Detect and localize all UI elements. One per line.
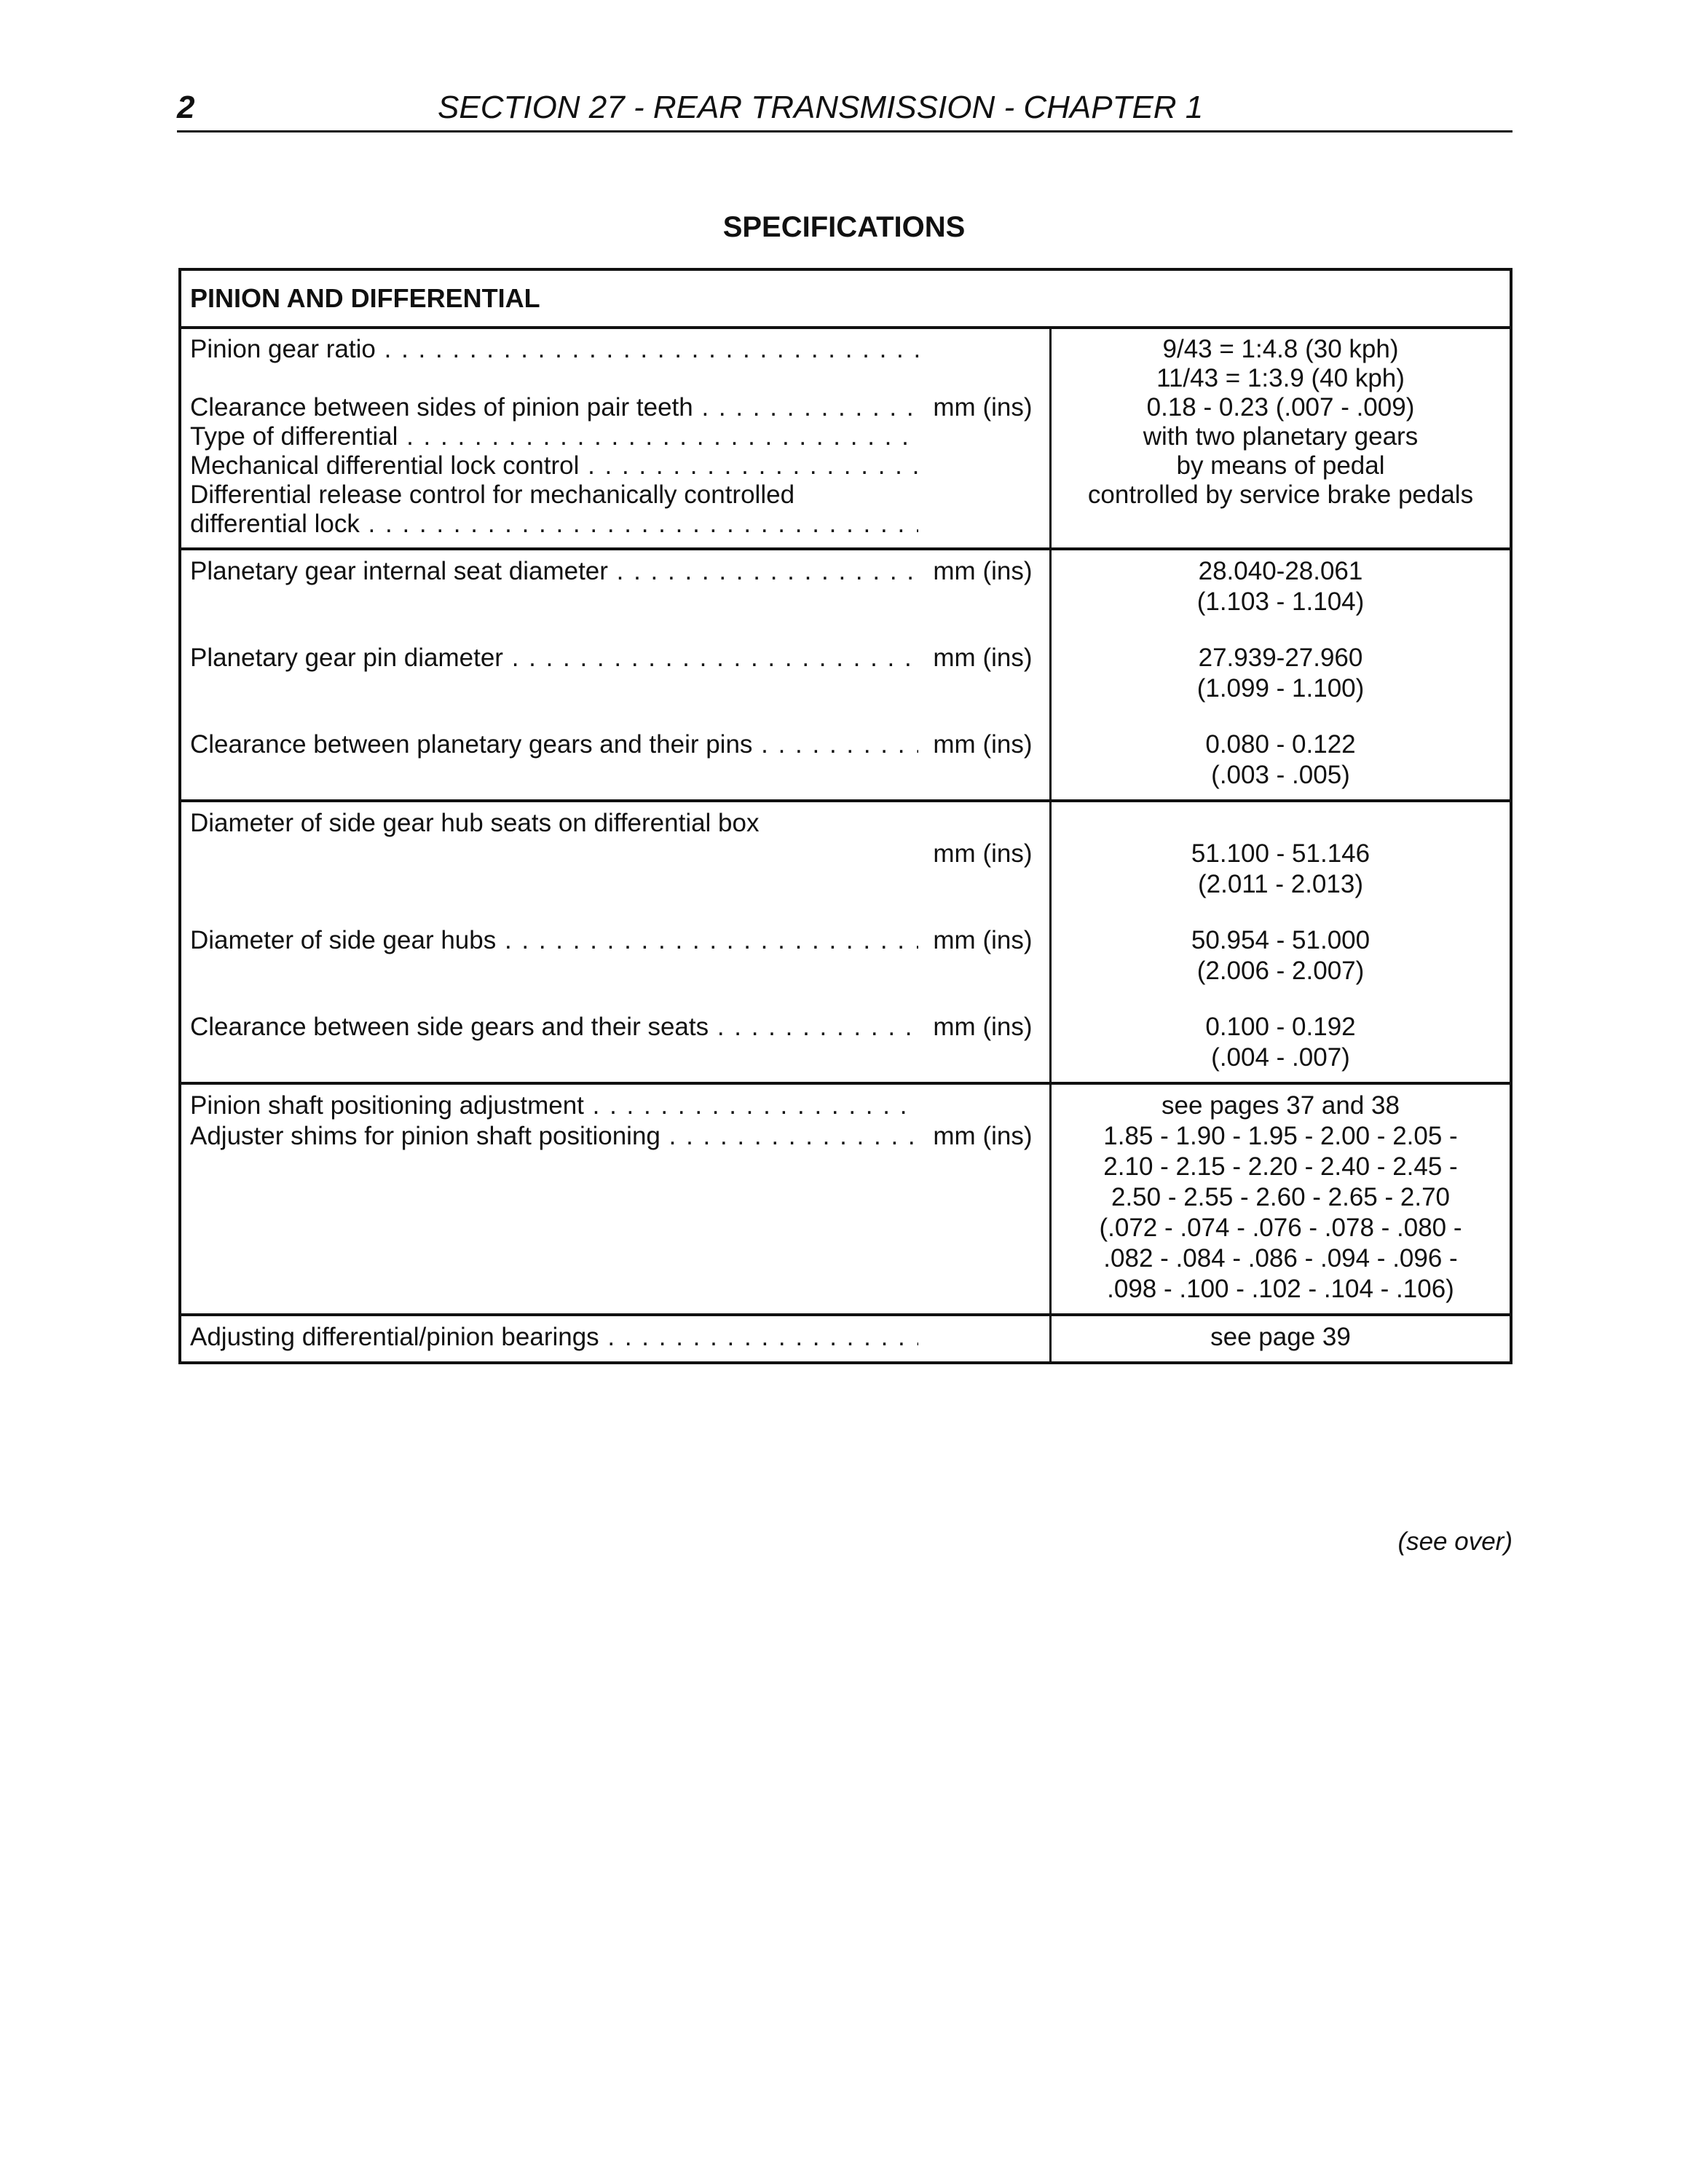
- spec-label-line: Adjuster shims for pinion shaft positioning . . .: [190, 1121, 918, 1152]
- spec-group: [181, 802, 1510, 1085]
- spec-group-labels: [181, 329, 1052, 547]
- specifications-heading: SPECIFICATIONS: [722, 211, 966, 243]
- spec-label-line: Planetary gear pin diameter . . .: [190, 643, 918, 673]
- unit-text: mm (ins): [933, 839, 1033, 868]
- spec-label-line: Clearance between planetary gears and their pins . . .: [190, 729, 918, 760]
- spec-label: [190, 1121, 927, 1305]
- spec-value: 0.080 - 0.122: [1205, 730, 1356, 759]
- spec-value: 2.50 - 2.55 - 2.60 - 2.65 - 2.70: [1111, 1183, 1450, 1211]
- unit-text: mm (ins): [933, 1122, 1033, 1150]
- spec-value: (.072 - .074 - .076 - .078 - .080 -: [1099, 1214, 1462, 1242]
- spec-value: [1052, 808, 1510, 839]
- spec-row: [190, 1012, 1049, 1073]
- spec-value: 0.18 - 0.23 (.007 - .009): [1146, 393, 1415, 422]
- page-number: 2: [177, 90, 195, 125]
- see-over-note: (see over): [1397, 1527, 1513, 1556]
- spec-group-values: [1052, 329, 1510, 547]
- spec-row: [190, 1091, 1049, 1121]
- spec-value: 2.10 - 2.15 - 2.20 - 2.40 - 2.45 -: [1103, 1152, 1458, 1181]
- spec-label-line: Pinion gear ratio . . .: [190, 335, 918, 364]
- spec-label: [190, 643, 927, 704]
- spec-value: 27.939-27.960: [1198, 644, 1363, 672]
- spec-label-line: Clearance between sides of pinion pair teeth . . .: [190, 393, 918, 422]
- spec-unit: [927, 422, 1049, 451]
- spec-value: 1.85 - 1.90 - 1.95 - 2.00 - 2.05 -: [1103, 1122, 1458, 1150]
- spec-group: [181, 329, 1510, 550]
- spec-unit: [927, 1091, 1049, 1121]
- unit-text: mm (ins): [933, 730, 1033, 759]
- spec-unit: [927, 393, 1049, 422]
- spec-label-line: Adjusting differential/pinion bearings . . .: [190, 1322, 918, 1353]
- spec-label-line: Clearance between side gears and their seats . . .: [190, 1012, 918, 1042]
- spec-value: (.003 - .005): [1211, 761, 1350, 789]
- spec-row: [190, 808, 1049, 900]
- spec-unit: [927, 643, 1049, 704]
- spec-label-line: Pinion shaft positioning adjustment . . .: [190, 1091, 918, 1121]
- spec-label-line: Planetary gear internal seat diameter . . .: [190, 556, 918, 587]
- spec-group-labels: [181, 1085, 1052, 1313]
- spec-value: see page 39: [1210, 1323, 1351, 1351]
- spec-row: [190, 556, 1049, 617]
- spec-value: (.004 - .007): [1211, 1043, 1350, 1072]
- spec-value: [1052, 510, 1510, 539]
- spec-value: with two planetary gears: [1143, 422, 1419, 451]
- spec-value: (2.011 - 2.013): [1198, 870, 1363, 898]
- spec-label: [190, 925, 927, 986]
- spec-unit: [927, 808, 1049, 900]
- spec-row: [190, 643, 1049, 704]
- spec-value: 11/43 = 1:3.9 (40 kph): [1156, 364, 1405, 392]
- spec-unit: [927, 451, 1049, 480]
- spec-value: controlled by service brake pedals: [1087, 480, 1474, 509]
- spec-value: (1.099 - 1.100): [1196, 674, 1365, 703]
- spec-row: [190, 729, 1049, 791]
- spec-row: [190, 480, 1049, 539]
- spec-label: [190, 1091, 927, 1121]
- spec-label: [190, 480, 927, 539]
- spec-unit: [927, 925, 1049, 986]
- spec-row: [190, 925, 1049, 986]
- spec-group-values: [1052, 1085, 1510, 1313]
- spec-row: [190, 335, 1049, 393]
- spec-value: 51.100 - 51.146: [1191, 839, 1370, 868]
- spec-label: [190, 1012, 927, 1073]
- spec-label-line: Differential release control for mechanically controlled: [190, 480, 795, 509]
- specifications-table: [178, 268, 1513, 1364]
- section-title: SECTION 27 - REAR TRANSMISSION - CHAPTER 1: [438, 90, 1204, 125]
- spec-label: [190, 808, 927, 900]
- spec-value: 50.954 - 51.000: [1191, 926, 1370, 954]
- table-body: [181, 329, 1510, 1361]
- spec-value: 9/43 = 1:4.8 (30 kph): [1162, 335, 1399, 363]
- spec-label: [190, 1322, 927, 1353]
- spec-group: [181, 1316, 1510, 1361]
- spec-group-labels: [181, 802, 1052, 1082]
- spec-unit: [927, 1121, 1049, 1305]
- spec-value: see pages 37 and 38: [1162, 1091, 1400, 1120]
- spec-label-line: differential lock . . .: [190, 510, 918, 539]
- page-header: [177, 86, 1513, 132]
- spec-unit: [927, 1012, 1049, 1073]
- spec-unit: [927, 556, 1049, 617]
- spec-unit: [927, 480, 1049, 539]
- spec-group-values: [1052, 1316, 1510, 1361]
- spec-row: [190, 393, 1049, 422]
- spec-group-labels: [181, 1316, 1052, 1361]
- spec-unit: [927, 729, 1049, 791]
- spec-row: [190, 422, 1049, 451]
- unit-text: mm (ins): [933, 644, 1033, 672]
- spec-value: (1.103 - 1.104): [1196, 587, 1365, 616]
- table-title: PINION AND DIFFERENTIAL: [181, 271, 1510, 329]
- unit-text: mm (ins): [933, 393, 1033, 422]
- spec-label-line: Diameter of side gear hub seats on differential box: [190, 809, 760, 837]
- unit-text: mm (ins): [933, 557, 1033, 585]
- spec-group-values: [1052, 550, 1510, 799]
- spec-label-line: Mechanical differential lock control . . .: [190, 451, 918, 480]
- spec-value: .082 - .084 - .086 - .094 - .096 -: [1103, 1244, 1458, 1273]
- spec-value: (2.006 - 2.007): [1196, 957, 1365, 985]
- spec-row: [190, 1121, 1049, 1305]
- spec-group: [181, 550, 1510, 802]
- spec-label: [190, 729, 927, 791]
- spec-label: [190, 451, 927, 480]
- spec-label-line: Type of differential . . .: [190, 422, 918, 451]
- spec-label-line: Diameter of side gear hubs . . .: [190, 925, 918, 956]
- spec-group: [181, 1085, 1510, 1316]
- unit-text: mm (ins): [933, 1013, 1033, 1041]
- spec-unit: [927, 335, 1049, 393]
- spec-value: 28.040-28.061: [1198, 557, 1363, 585]
- spec-group-labels: [181, 550, 1052, 799]
- unit-text: mm (ins): [933, 926, 1033, 954]
- spec-value: .098 - .100 - .102 - .104 - .106): [1107, 1275, 1454, 1303]
- spec-label: [190, 335, 927, 393]
- spec-row: [190, 1322, 1049, 1353]
- spec-label: [190, 422, 927, 451]
- spec-value: by means of pedal: [1176, 451, 1385, 480]
- spec-unit: [927, 1322, 1049, 1353]
- spec-label: [190, 393, 927, 422]
- spec-value: 0.100 - 0.192: [1205, 1013, 1356, 1041]
- spec-group-values: [1052, 802, 1510, 1082]
- spec-row: [190, 451, 1049, 480]
- spec-label: [190, 556, 927, 617]
